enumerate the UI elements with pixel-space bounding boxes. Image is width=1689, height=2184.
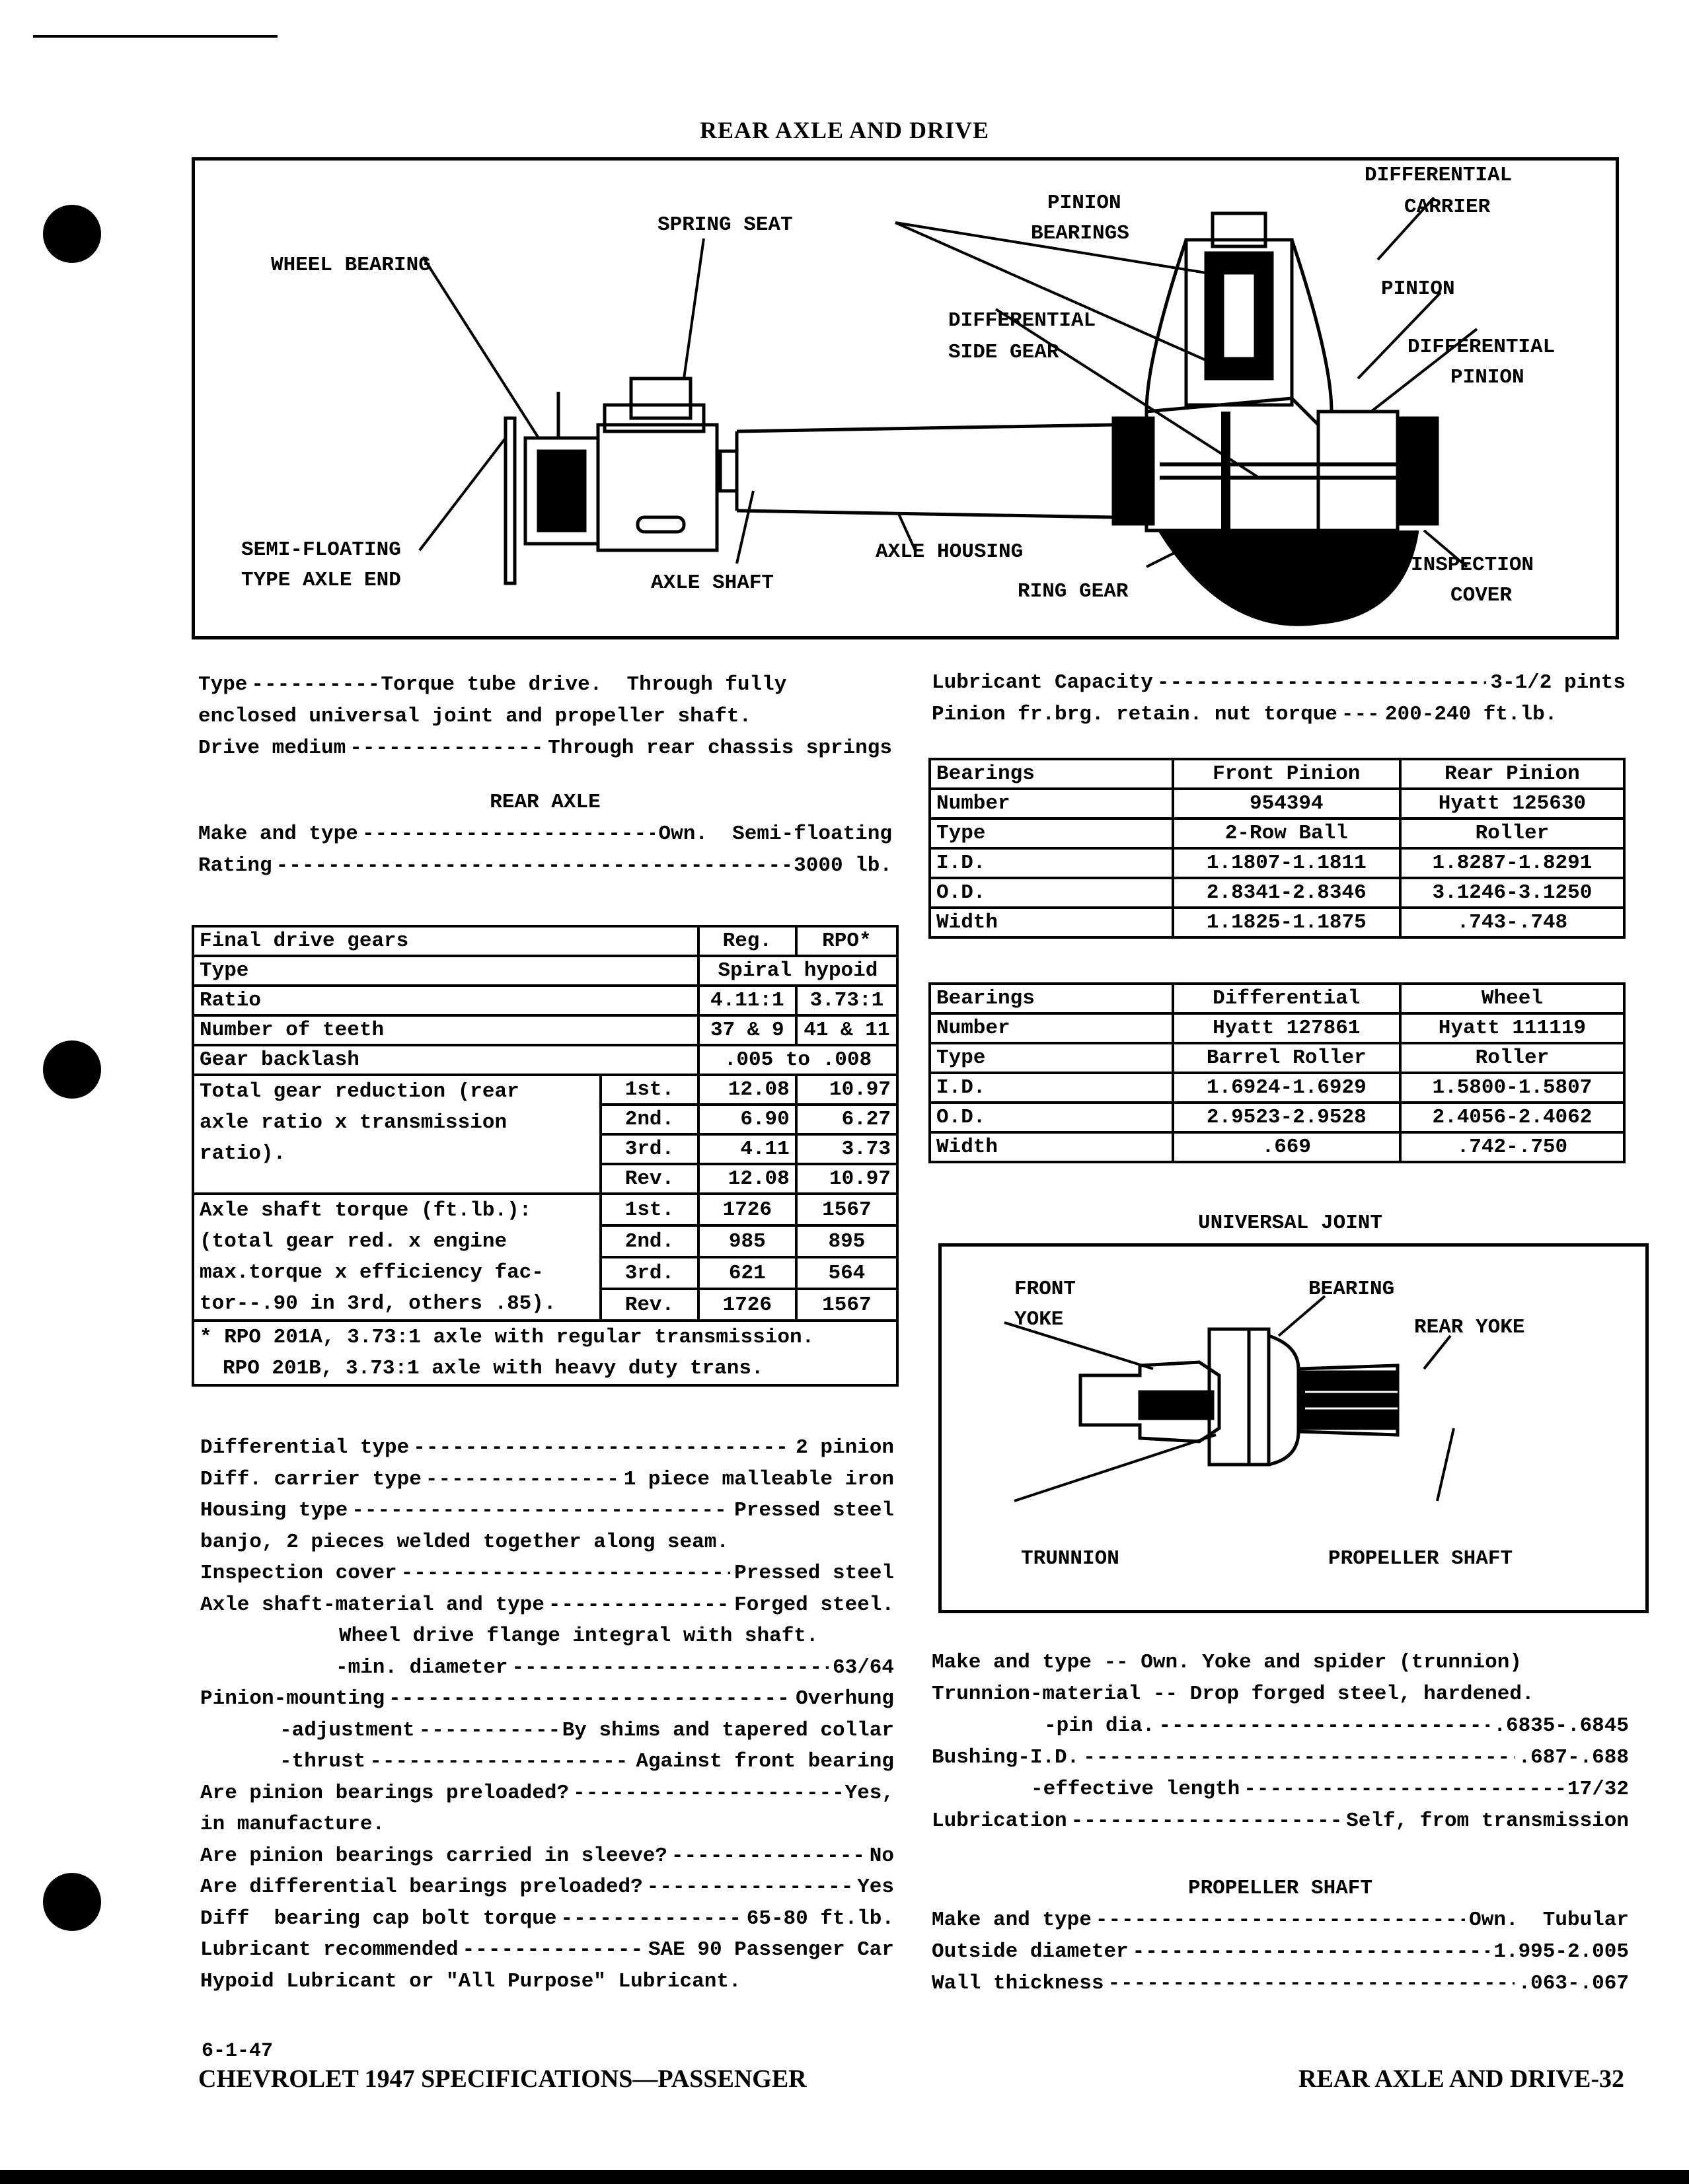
fd-reduction-gear: Rev. xyxy=(601,1164,698,1194)
table-row xyxy=(930,1103,1624,1132)
cell-value: 1.6924-1.6929 xyxy=(1173,1073,1400,1103)
cell-value: 1.1807-1.1811 xyxy=(1173,848,1400,878)
row-label: Width xyxy=(930,1132,1173,1162)
propeller-shaft-section xyxy=(932,1873,1629,2000)
fd-torque-gear: 3rd. xyxy=(601,1257,698,1289)
spec-line xyxy=(200,1746,894,1778)
cell-value: 2.4056-2.4062 xyxy=(1400,1103,1624,1132)
dash-leader xyxy=(1133,1936,1490,1968)
spec-line: Wheel drive flange integral with shaft. xyxy=(339,1624,819,1648)
spec-value: Against front bearing xyxy=(636,1750,894,1773)
spec-value: .063-.067 xyxy=(1518,1972,1629,1995)
row-label: O.D. xyxy=(930,878,1173,908)
fd-torque-rpo: 1567 xyxy=(796,1194,897,1225)
fd-reduction-label-line: ratio). xyxy=(200,1142,286,1165)
pinion-nut-torque-row xyxy=(932,699,1626,731)
spec-key: Differential type xyxy=(200,1436,410,1459)
spec-key: Are pinion bearings carried in sleeve? xyxy=(200,1844,667,1868)
spec-key: Inspection cover xyxy=(200,1562,397,1585)
final-drive-table xyxy=(192,925,899,1387)
label-axle-shaft: AXLE SHAFT xyxy=(651,571,774,595)
differential-spec-list xyxy=(200,1432,894,1997)
fd-ratio-label: Ratio xyxy=(193,986,698,1015)
table-row xyxy=(930,1013,1624,1043)
drive-type-value: Torque tube drive. Through fully xyxy=(381,673,787,696)
row-label: Width xyxy=(930,908,1173,937)
table-row xyxy=(930,878,1624,908)
spec-key: Wall thickness xyxy=(932,1972,1104,1995)
fd-reduction-label-line: Total gear reduction (rear xyxy=(200,1080,519,1103)
wheel-flange xyxy=(506,418,515,583)
fd-reduction-gear: 1st. xyxy=(601,1075,698,1105)
spec-line: Hypoid Lubricant or "All Purpose" Lubricant. xyxy=(200,1969,741,1993)
dash-leader xyxy=(426,1464,620,1496)
rear-axle-rating-key: Rating xyxy=(198,854,272,877)
cell-value: Roller xyxy=(1400,1043,1624,1073)
cell-value: .743-.748 xyxy=(1400,908,1624,937)
fd-reduction-label-line: axle ratio x transmission xyxy=(200,1111,507,1134)
lubricant-section xyxy=(932,667,1626,731)
pinion-nut-torque-key: Pinion fr.brg. retain. nut torque xyxy=(932,703,1337,726)
cell-value: 1.8287-1.8291 xyxy=(1400,848,1624,878)
cell-value: 2.9523-2.9528 xyxy=(1173,1103,1400,1132)
propeller-shaft-spec-list xyxy=(932,1905,1629,2000)
spec-line xyxy=(932,1742,1629,1774)
trunnion-block xyxy=(1209,1329,1249,1465)
spec-line: banjo, 2 pieces welded together along seam. xyxy=(200,1530,729,1554)
cell-value: Hyatt 125630 xyxy=(1400,789,1624,819)
spec-line xyxy=(932,1936,1629,1968)
table-row xyxy=(930,819,1624,848)
uj-label-propeller-shaft: PROPELLER SHAFT xyxy=(1328,1547,1513,1570)
fd-reduction-reg: 4.11 xyxy=(698,1134,796,1164)
fd-reduction-rpo: 10.97 xyxy=(796,1164,897,1194)
spec-value: .687-.688 xyxy=(1518,1746,1629,1769)
label-pinion-bearings-1: PINION xyxy=(1047,192,1121,215)
spec-line: Make and type -- Own. Yoke and spider (trunnion) xyxy=(932,1651,1522,1674)
fd-type-label: Type xyxy=(193,956,698,986)
spec-key: -effective length xyxy=(1031,1778,1240,1801)
dash-leader xyxy=(647,1872,853,1903)
dash-leader xyxy=(671,1840,866,1872)
fd-reduction-rpo: 10.97 xyxy=(796,1075,897,1105)
spec-value: .6835-.6845 xyxy=(1493,1714,1629,1737)
fd-header-reg: Reg. xyxy=(698,926,796,956)
uj-label-bearing: BEARING xyxy=(1308,1278,1395,1301)
label-diff-carrier-2: CARRIER xyxy=(1404,196,1491,219)
fd-teeth-reg: 37 & 9 xyxy=(698,1015,796,1045)
spec-key: -thrust xyxy=(280,1750,366,1773)
spec-key: -adjustment xyxy=(280,1718,415,1742)
drive-type-key: Type xyxy=(198,673,248,696)
cell-value: 1.5800-1.5807 xyxy=(1400,1073,1624,1103)
table-row xyxy=(930,1073,1624,1103)
cell-value: .669 xyxy=(1173,1132,1400,1162)
spec-key: Pinion-mounting xyxy=(200,1687,385,1710)
table-header-row xyxy=(930,759,1624,789)
fd-torque-rpo: 1567 xyxy=(796,1289,897,1321)
label-wheel-bearing: WHEEL BEARING xyxy=(271,254,431,277)
fd-reduction-reg: 12.08 xyxy=(698,1164,796,1194)
fd-torque-reg: 1726 xyxy=(698,1194,796,1225)
row-label: Number xyxy=(930,789,1173,819)
spec-value: Own. Tubular xyxy=(1469,1909,1629,1932)
table-row xyxy=(930,1132,1624,1162)
binder-hole-bottom xyxy=(43,1873,101,1931)
dash-leader xyxy=(573,1778,841,1809)
uj-label-trunnion: TRUNNION xyxy=(1021,1547,1119,1570)
spec-line xyxy=(932,1905,1629,1936)
uj-label-front-yoke-2: YOKE xyxy=(1014,1308,1064,1331)
rear-axle-rating-value: 3000 lb. xyxy=(794,854,892,877)
cell-value: Roller xyxy=(1400,819,1624,848)
spec-value: Yes xyxy=(857,1875,894,1899)
spec-line: in manufacture. xyxy=(200,1813,385,1836)
spec-value: 2 pinion xyxy=(796,1436,894,1459)
fd-torque-label-line: max.torque x efficiency fac- xyxy=(200,1261,544,1284)
table-header-row xyxy=(930,984,1624,1013)
fd-torque-gear: 1st. xyxy=(601,1194,698,1225)
dash-leader xyxy=(419,1715,558,1747)
table-row xyxy=(193,1194,897,1225)
table-row xyxy=(193,986,897,1015)
uj-label-rear-yoke: REAR YOKE xyxy=(1414,1316,1525,1339)
header-cell: Wheel xyxy=(1400,984,1624,1013)
dash-leader xyxy=(413,1432,792,1464)
spec-line xyxy=(932,1710,1629,1742)
label-pinion-bearings-2: BEARINGS xyxy=(1031,222,1129,245)
fd-ratio-reg: 4.11:1 xyxy=(698,986,796,1015)
fd-torque-label xyxy=(193,1194,601,1321)
cell-value: .742-.750 xyxy=(1400,1132,1624,1162)
spec-line xyxy=(200,1778,894,1809)
table-row xyxy=(193,926,897,956)
fd-header-rpo: RPO* xyxy=(796,926,897,956)
cell-value: 954394 xyxy=(1173,789,1400,819)
table-row xyxy=(193,956,897,986)
lubricant-capacity-value: 3-1/2 pints xyxy=(1490,671,1626,694)
dash-leader xyxy=(548,1589,730,1621)
drive-type-cont: enclosed universal joint and propeller shaft. xyxy=(198,705,752,728)
row-label: Number xyxy=(930,1013,1173,1043)
spec-value: Yes, xyxy=(845,1781,894,1805)
universal-joint-spec-list xyxy=(932,1647,1629,1837)
fd-footnote xyxy=(193,1321,897,1385)
row-label: Type xyxy=(930,819,1173,848)
fd-teeth-label: Number of teeth xyxy=(193,1015,698,1045)
footer-date: 6-1-47 xyxy=(202,2040,274,2062)
table-row xyxy=(930,1043,1624,1073)
cell-value: Hyatt 127861 xyxy=(1173,1013,1400,1043)
dash-leader xyxy=(1107,1968,1514,2000)
spec-line xyxy=(200,1903,894,1935)
fd-torque-label-line: Axle shaft torque (ft.lb.): xyxy=(200,1199,532,1222)
label-ring-gear: RING GEAR xyxy=(1018,580,1129,603)
spec-key: Make and type xyxy=(932,1909,1092,1932)
label-inspection-cover-1: INSPECTION xyxy=(1411,554,1534,577)
spec-value: 65-80 ft.lb. xyxy=(746,1907,894,1930)
fd-torque-rpo: 895 xyxy=(796,1225,897,1257)
diff-wheel-bearings-table xyxy=(928,982,1626,1163)
fd-torque-label-line: tor--.90 in 3rd, others .85). xyxy=(200,1292,556,1315)
dash-leader xyxy=(511,1652,829,1684)
rear-axle-diagram xyxy=(192,157,1619,639)
spec-value: By shims and tapered collar xyxy=(562,1718,894,1742)
fd-torque-reg: 985 xyxy=(698,1225,796,1257)
table-row xyxy=(930,789,1624,819)
fd-reduction-reg: 12.08 xyxy=(698,1075,796,1105)
dash-leader xyxy=(1244,1774,1563,1805)
spec-line xyxy=(200,1872,894,1903)
spec-key: Diff bearing cap bolt torque xyxy=(200,1907,557,1930)
rear-axle-make-key: Make and type xyxy=(198,822,358,846)
rear-axle-make-row xyxy=(198,819,892,850)
scan-edge-line xyxy=(33,35,278,38)
label-inspection-cover-2: COVER xyxy=(1450,584,1513,607)
cell-value: 2-Row Ball xyxy=(1173,819,1400,848)
cell-value: Barrel Roller xyxy=(1173,1043,1400,1073)
drive-section xyxy=(198,669,892,882)
spec-key: Lubricant recommended xyxy=(200,1938,459,1961)
pinion-bearings-table xyxy=(928,758,1626,939)
dash-leader xyxy=(1083,1742,1514,1774)
universal-joint-heading: UNIVERSAL JOINT xyxy=(1197,1212,1383,1235)
dash-leader xyxy=(352,1495,730,1527)
dash-leader xyxy=(389,1683,792,1715)
spec-key: Lubrication xyxy=(932,1809,1067,1833)
dash-leader xyxy=(463,1934,644,1966)
fd-type-value: Spiral hypoid xyxy=(698,956,897,986)
spec-line xyxy=(200,1464,894,1496)
header-cell: Differential xyxy=(1173,984,1400,1013)
fd-torque-label-line: (total gear red. x engine xyxy=(200,1230,507,1253)
drive-medium-row xyxy=(198,733,892,764)
dash-leader xyxy=(369,1746,632,1778)
spec-key: Outside diameter xyxy=(932,1940,1129,1963)
fd-reduction-rpo: 3.73 xyxy=(796,1134,897,1164)
table-row xyxy=(193,1321,897,1385)
spec-value: Overhung xyxy=(796,1687,894,1710)
binder-hole-top xyxy=(43,205,101,263)
spec-line xyxy=(200,1432,894,1464)
spec-key: Axle shaft-material and type xyxy=(200,1593,544,1617)
fd-backlash-label: Gear backlash xyxy=(193,1045,698,1075)
spec-value: Self, from transmission xyxy=(1346,1809,1629,1833)
spec-line xyxy=(200,1558,894,1589)
fd-reduction-gear: 2nd. xyxy=(601,1105,698,1134)
dash-leader xyxy=(1071,1805,1342,1837)
cell-value: 1.1825-1.1875 xyxy=(1173,908,1400,937)
label-pinion: PINION xyxy=(1381,277,1455,301)
cell-value: Hyatt 111119 xyxy=(1400,1013,1624,1043)
dash-leader xyxy=(1096,1905,1465,1936)
fd-torque-gear: Rev. xyxy=(601,1289,698,1321)
fd-reduction-reg: 6.90 xyxy=(698,1105,796,1134)
table-row xyxy=(193,1045,897,1075)
fd-torque-gear: 2nd. xyxy=(601,1225,698,1257)
spec-line xyxy=(932,1968,1629,2000)
footer-publication: CHEVROLET 1947 SPECIFICATIONS—PASSENGER xyxy=(198,2065,807,2093)
spec-value: 63/64 xyxy=(832,1656,894,1679)
spec-value: Pressed steel xyxy=(734,1499,894,1522)
spec-value: No xyxy=(869,1844,894,1868)
label-semi-floating-2: TYPE AXLE END xyxy=(241,569,401,592)
dash-leader xyxy=(1158,1710,1489,1742)
header-cell: Front Pinion xyxy=(1173,759,1400,789)
row-label: Type xyxy=(930,1043,1173,1073)
spec-key: -pin dia. xyxy=(1044,1714,1155,1737)
header-cell: Rear Pinion xyxy=(1400,759,1624,789)
label-diff-side-gear-1: DIFFERENTIAL xyxy=(948,309,1096,332)
table-row xyxy=(193,1015,897,1045)
drive-medium-key: Drive medium xyxy=(198,737,346,760)
spec-value: Pressed steel xyxy=(734,1562,894,1585)
fd-torque-reg: 621 xyxy=(698,1257,796,1289)
label-diff-pinion-1: DIFFERENTIAL xyxy=(1408,336,1556,359)
spec-key: Diff. carrier type xyxy=(200,1467,422,1491)
label-axle-housing: AXLE HOUSING xyxy=(876,540,1024,564)
row-label: I.D. xyxy=(930,848,1173,878)
spec-value: 1.995-2.005 xyxy=(1493,1940,1629,1963)
spec-key: -min. diameter xyxy=(336,1656,508,1679)
fd-teeth-rpo: 41 & 11 xyxy=(796,1015,897,1045)
spec-key: Housing type xyxy=(200,1499,348,1522)
spec-value: 17/32 xyxy=(1567,1778,1629,1801)
row-label: O.D. xyxy=(930,1103,1173,1132)
spec-line xyxy=(200,1840,894,1872)
footer-section-page: REAR AXLE AND DRIVE-32 xyxy=(1298,2065,1624,2093)
header-cell: Bearings xyxy=(930,984,1173,1013)
fd-backlash-value: .005 to .008 xyxy=(698,1045,897,1075)
spec-value: SAE 90 Passenger Car xyxy=(648,1938,894,1961)
fd-reduction-gear: 3rd. xyxy=(601,1134,698,1164)
drive-medium-value: Through rear chassis springs xyxy=(548,737,892,760)
spec-key: Are differential bearings preloaded? xyxy=(200,1875,643,1899)
label-spring-seat: SPRING SEAT xyxy=(657,213,793,237)
binder-hole-middle xyxy=(43,1040,101,1099)
fd-footnote-2: RPO 201B, 3.73:1 axle with heavy duty trans. xyxy=(223,1357,764,1380)
rear-axle-heading: REAR AXLE xyxy=(490,791,601,814)
cell-value: 2.8341-2.8346 xyxy=(1173,878,1400,908)
rear-axle-rating-row xyxy=(198,850,892,882)
dash-leader xyxy=(401,1558,731,1589)
dash-leader xyxy=(561,1903,743,1935)
rear-axle-make-value: Own. Semi-floating xyxy=(658,822,892,846)
universal-joint-diagram xyxy=(938,1243,1649,1613)
fd-header-label: Final drive gears xyxy=(193,926,698,956)
drive-type-row xyxy=(198,669,892,701)
uj-label-front-yoke-1: FRONT xyxy=(1014,1278,1076,1301)
lubricant-capacity-row xyxy=(932,667,1626,699)
spec-line: Trunnion-material -- Drop forged steel, hardened. xyxy=(932,1683,1534,1706)
row-label: I.D. xyxy=(930,1073,1173,1103)
spec-key: Bushing-I.D. xyxy=(932,1746,1080,1769)
label-semi-floating-1: SEMI-FLOATING xyxy=(241,538,401,562)
spec-line xyxy=(932,1774,1629,1805)
fd-ratio-rpo: 3.73:1 xyxy=(796,986,897,1015)
header-cell: Bearings xyxy=(930,759,1173,789)
fd-footnote-1: * RPO 201A, 3.73:1 axle with regular transmission. xyxy=(200,1326,815,1349)
fd-torque-reg: 1726 xyxy=(698,1289,796,1321)
spec-line xyxy=(200,1683,894,1715)
cell-value: 3.1246-3.1250 xyxy=(1400,878,1624,908)
spec-line xyxy=(200,1589,894,1621)
fd-reduction-label xyxy=(193,1075,601,1194)
label-diff-pinion-2: PINION xyxy=(1450,366,1524,389)
label-diff-carrier-1: DIFFERENTIAL xyxy=(1365,164,1513,187)
spec-line xyxy=(200,1715,894,1747)
lubricant-capacity-key: Lubricant Capacity xyxy=(932,671,1153,694)
spec-line xyxy=(200,1652,894,1684)
table-row xyxy=(193,1075,897,1105)
label-diff-side-gear-2: SIDE GEAR xyxy=(948,341,1059,364)
spec-key: Are pinion bearings preloaded? xyxy=(200,1781,570,1805)
spec-line xyxy=(932,1805,1629,1837)
spec-value: Forged steel. xyxy=(734,1593,894,1617)
fd-torque-rpo: 564 xyxy=(796,1257,897,1289)
page-title: REAR AXLE AND DRIVE xyxy=(699,117,990,143)
spec-line xyxy=(200,1495,894,1527)
propeller-shaft-heading: PROPELLER SHAFT xyxy=(1187,1877,1373,1900)
fd-reduction-rpo: 6.27 xyxy=(796,1105,897,1134)
scan-bottom-edge xyxy=(0,2170,1689,2184)
pinion-nut-torque-value: 200-240 ft.lb. xyxy=(1384,703,1558,726)
table-row xyxy=(930,848,1624,878)
table-row xyxy=(930,908,1624,937)
spec-line xyxy=(200,1934,894,1966)
spec-value: 1 piece malleable iron xyxy=(623,1467,894,1491)
